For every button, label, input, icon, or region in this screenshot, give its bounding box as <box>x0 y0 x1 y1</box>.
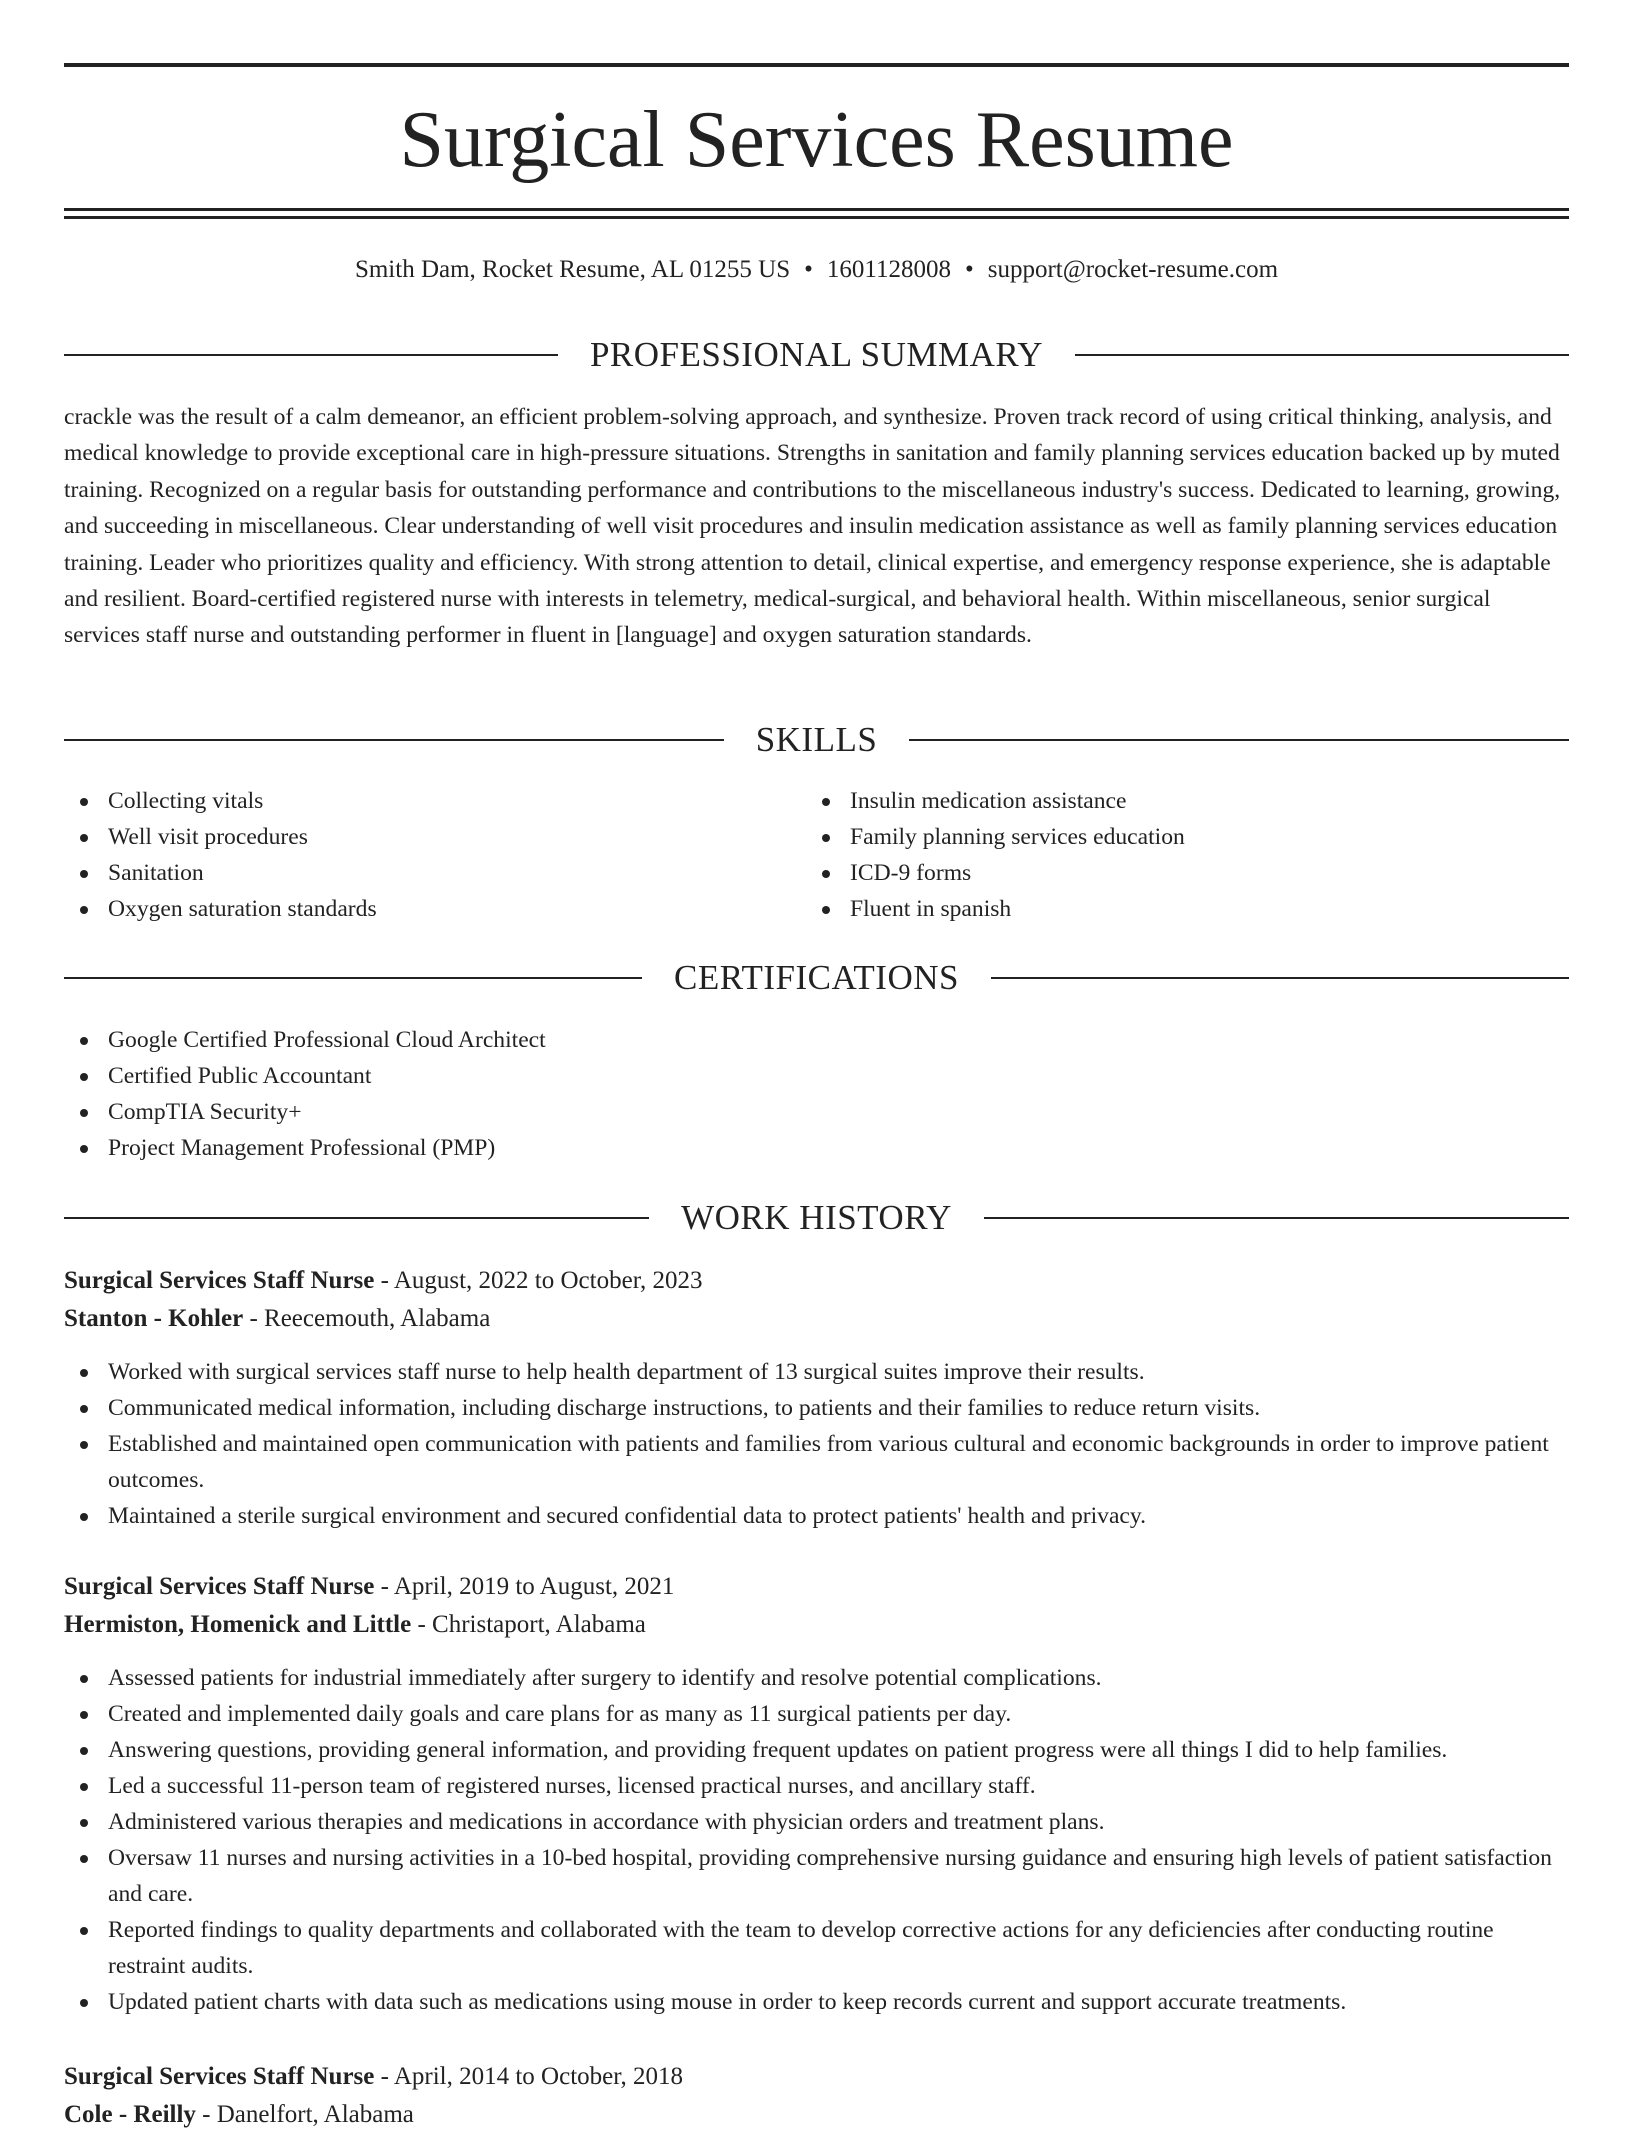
divider <box>64 739 724 741</box>
skill-item: Fluent in spanish <box>806 891 1506 927</box>
job-entry <box>64 1568 1569 2020</box>
job-company: Hermiston, Homenick and Little <box>64 1611 412 1638</box>
certification-item: Certified Public Accountant <box>64 1058 1569 1094</box>
section-title-skills: SKILLS <box>755 720 878 759</box>
section-title-work-history: WORK HISTORY <box>681 1198 952 1237</box>
top-rule <box>64 63 1569 67</box>
job-duty-item: Led a successful 11-person team of registered nurses, licensed practical nurses, and ancillary staff. <box>64 1768 1569 1804</box>
skill-item: Well visit procedures <box>64 819 764 855</box>
job-title-line <box>64 1568 1569 1606</box>
job-duty-item: Reported findings to quality departments and collaborated with the team to develop corrective actions for any deficiencies after conducting routine restraint audits. <box>64 1912 1569 1984</box>
summary-text: crackle was the result of a calm demeanor, an efficient problem-solving approach, and synthesize. Proven track record of using critical thinking, analysis, and medical knowledge to provide exceptional care in high-pressure situations. Strengths in sanitation and family planning services education backed up by muted training. Recognized on a regular basis for outstanding performance and contributions to the miscellaneous industry's success. Dedicated to learning, growing, and succeeding in miscellaneous. Clear understanding of well visit procedures and insulin medication assistance as well as family planning services education training. Leader who prioritizes quality and efficiency. With strong attention to detail, clinical expertise, and emergency response experience, she is adaptable and resilient. Board-certified registered nurse with interests in telemetry, medical-surgical, and behavioral health. Within miscellaneous, senior surgical services staff nurse and outstanding performer in fluent in [language] and oxygen saturation standards. <box>64 404 1561 649</box>
skill-item: Collecting vitals <box>64 783 764 819</box>
divider <box>64 977 642 979</box>
divider <box>64 354 558 356</box>
job-title: Surgical Services Staff Nurse <box>64 1573 375 1600</box>
section-header-skills <box>64 718 1569 762</box>
job-title: Surgical Services Staff Nurse <box>64 1267 375 1294</box>
job-location: - Danelfort, Alabama <box>195 2101 414 2128</box>
job-entry <box>64 2058 1569 2134</box>
job-dates: - August, 2022 to October, 2023 <box>374 1267 703 1294</box>
skill-item: Sanitation <box>64 855 764 891</box>
job-title: Surgical Services Staff Nurse <box>64 2063 375 2090</box>
certification-item: CompTIA Security+ <box>64 1094 1569 1130</box>
job-duty-item: Established and maintained open communication with patients and families from various cultural and economic backgrounds in order to improve patient outcomes. <box>64 1426 1569 1498</box>
divider <box>909 739 1569 741</box>
job-location: - Reecemouth, Alabama <box>243 1305 491 1332</box>
job-duty-item: Created and implemented daily goals and care plans for as many as 11 surgical patients per day. <box>64 1696 1569 1732</box>
divider <box>64 1217 649 1219</box>
skills-list-right <box>806 783 1506 927</box>
skill-item: Oxygen saturation standards <box>64 891 764 927</box>
contact-email[interactable]: support@rocket-resume.com <box>987 256 1279 283</box>
job-title-line <box>64 2058 1569 2096</box>
job-title-line <box>64 1262 1569 1300</box>
contact-phone: 1601128008 <box>826 256 951 283</box>
job-location: - Christaport, Alabama <box>411 1611 646 1638</box>
section-title-certifications: CERTIFICATIONS <box>674 958 959 997</box>
contact-line <box>64 254 1569 286</box>
certification-item: Google Certified Professional Cloud Architect <box>64 1022 1569 1058</box>
section-header-certifications <box>64 956 1569 1000</box>
job-duty-item: Administered various therapies and medications in accordance with physician orders and treatment plans. <box>64 1804 1569 1840</box>
job-duty-item: Updated patient charts with data such as medications using mouse in order to keep records current and support accurate treatments. <box>64 1984 1569 2020</box>
job-duty-item: Maintained a sterile surgical environment and secured confidential data to protect patients' health and privacy. <box>64 1498 1569 1534</box>
job-duties-list <box>64 1354 1569 1534</box>
skill-item: Insulin medication assistance <box>806 783 1506 819</box>
title-double-rule <box>64 208 1569 219</box>
resume-title: Surgical Services Resume <box>399 96 1234 184</box>
divider <box>1075 354 1569 356</box>
job-duty-item: Communicated medical information, including discharge instructions, to patients and their families to reduce return visits. <box>64 1390 1569 1426</box>
job-company-line <box>64 1300 1569 1338</box>
contact-separator: • <box>964 256 974 283</box>
job-company: Stanton - Kohler <box>64 1305 244 1332</box>
divider <box>991 977 1569 979</box>
job-duty-item: Oversaw 11 nurses and nursing activities in a 10-bed hospital, providing comprehensive nursing guidance and ensuring high levels of patient satisfaction and care. <box>64 1840 1569 1912</box>
job-dates: - April, 2014 to October, 2018 <box>374 2063 684 2090</box>
certifications-list <box>64 1022 1569 1166</box>
job-duty-item: Assessed patients for industrial immediately after surgery to identify and resolve potential complications. <box>64 1660 1569 1696</box>
job-duties-list <box>64 1660 1569 2020</box>
certification-item: Project Management Professional (PMP) <box>64 1130 1569 1166</box>
section-header-summary <box>64 333 1569 377</box>
job-company-line <box>64 2096 1569 2134</box>
job-company: Cole - Reilly <box>64 2101 196 2128</box>
contact-address: Smith Dam, Rocket Resume, AL 01255 US <box>354 256 791 283</box>
section-header-work-history <box>64 1196 1569 1240</box>
divider <box>984 1217 1569 1219</box>
job-duty-item: Worked with surgical services staff nurse to help health department of 13 surgical suites improve their results. <box>64 1354 1569 1390</box>
contact-separator: • <box>804 256 813 283</box>
skill-item: ICD-9 forms <box>806 855 1506 891</box>
section-title-summary: PROFESSIONAL SUMMARY <box>589 335 1044 374</box>
skill-item: Family planning services education <box>806 819 1506 855</box>
job-company-line <box>64 1606 1569 1644</box>
skills-list-left <box>64 783 764 927</box>
job-duty-item: Answering questions, providing general information, and providing frequent updates on patient progress were all things I did to help families. <box>64 1732 1569 1768</box>
job-dates: - April, 2019 to August, 2021 <box>374 1573 675 1600</box>
job-entry <box>64 1262 1569 1534</box>
